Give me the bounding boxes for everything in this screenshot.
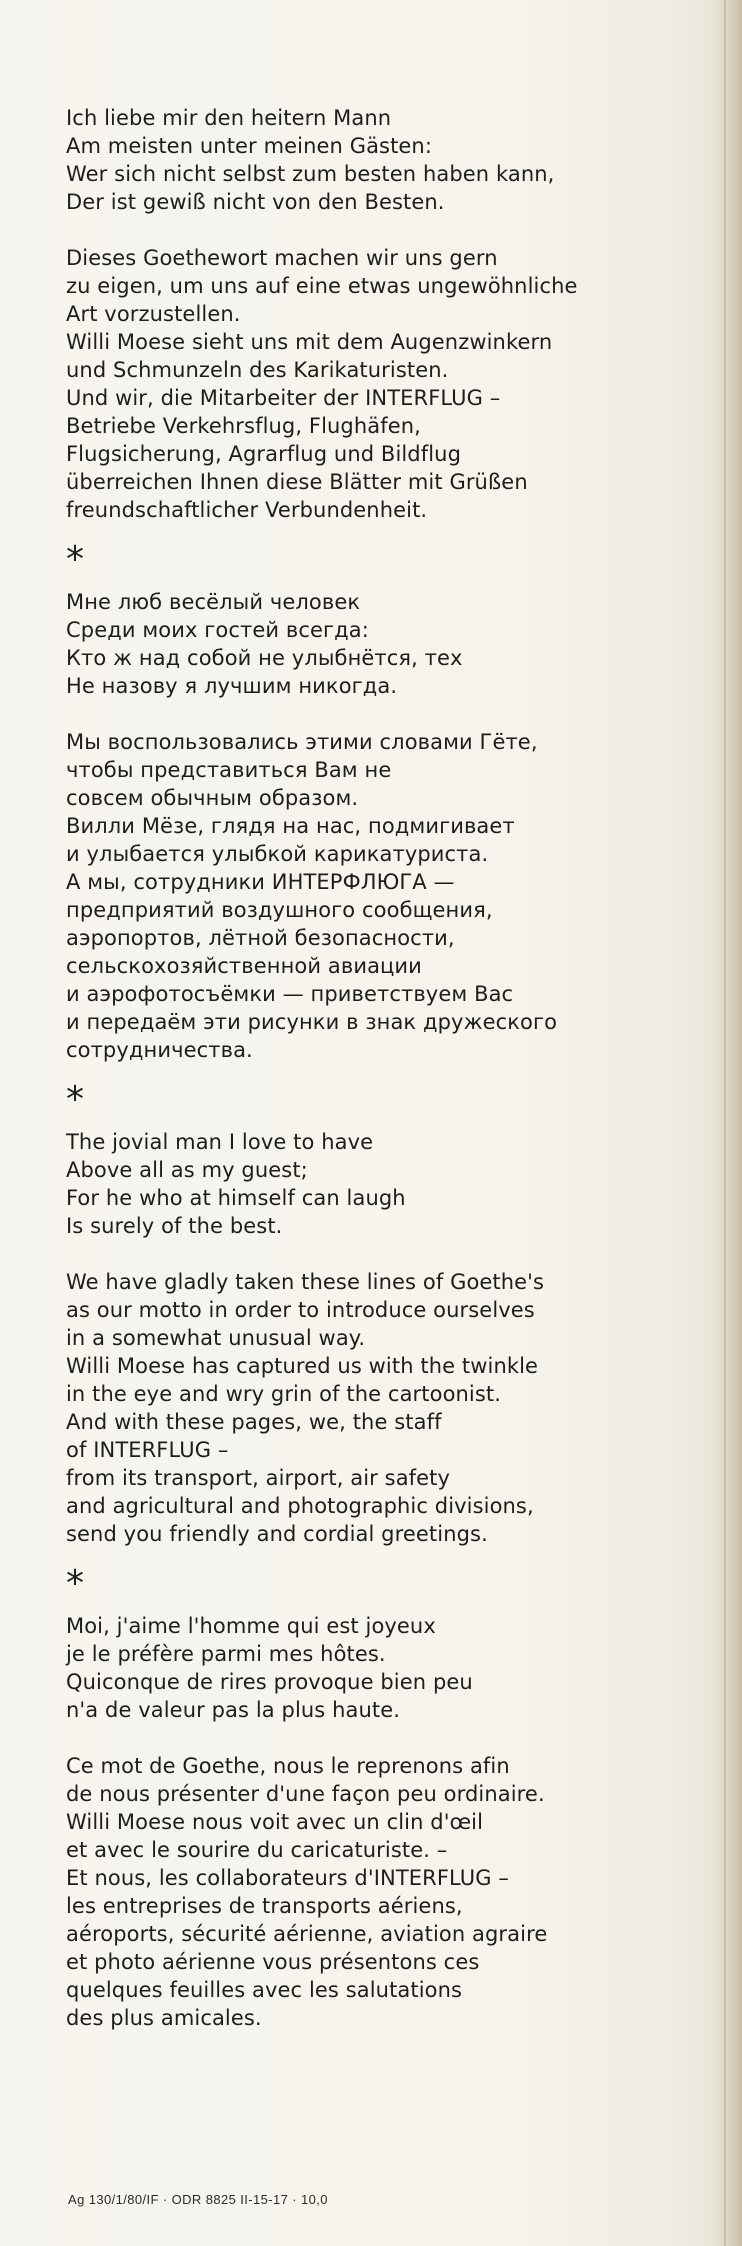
russian-poem [66,588,666,700]
text-line: Art vorzustellen. [66,302,241,326]
paragraph-gap [66,216,666,244]
print-reference: Ag 130/1/80/IF · ODR 8825 II-15-17 · 10,0 [68,2192,328,2207]
text-line: чтобы представиться Вам не [66,758,392,782]
poem-line: Am meisten unter meinen Gästen: [66,134,433,158]
document-body [66,104,666,2032]
german-section [66,104,666,524]
text-line: and agricultural and photographic divisions, [66,1494,534,1518]
poem-line: Quiconque de rires provoque bien peu [66,1670,473,1694]
german-poem [66,104,666,216]
paragraph-gap [66,1724,666,1752]
text-line: And with these pages, we, the staff [66,1410,442,1434]
poem-line: Среди моих гостей всегда: [66,618,369,642]
poem-line: Ich liebe mir den heitern Mann [66,106,392,130]
text-line: send you friendly and cordial greetings. [66,1522,488,1546]
text-line: überreichen Ihnen diese Blätter mit Grüßen [66,470,528,494]
poem-line: Не назову я лучшим никогда. [66,674,398,698]
russian-text [66,728,666,1064]
text-line: предприятий воздушного сообщения, [66,898,493,922]
text-line: quelques feuilles avec les salutations [66,1978,463,2002]
poem-line: Above all as my guest; [66,1158,308,1182]
text-line: и передаём эти рисунки в знак дружеского [66,1010,558,1034]
text-line: и улыбается улыбкой карикатуриста. [66,842,489,866]
text-line: Und wir, die Mitarbeiter der INTERFLUG – [66,386,501,410]
fold-line [724,0,726,2246]
text-line: und Schmunzeln des Karikaturisten. [66,358,449,382]
text-line: from its transport, airport, air safety [66,1466,451,1490]
text-line: Et nous, les collaborateurs d'INTERFLUG – [66,1866,509,1890]
text-line: of INTERFLUG – [66,1438,229,1462]
poem-line: Moi, j'aime l'homme qui est joyeux [66,1614,436,1638]
german-text [66,244,666,524]
text-line: zu eigen, um uns auf eine etwas ungewöhnliche [66,274,578,298]
text-line: совсем обычным образом. [66,786,359,810]
text-line: in the eye and wry grin of the cartoonist. [66,1382,502,1406]
poem-line: Кто ж над собой не улыбнётся, тех [66,646,463,670]
english-poem [66,1128,666,1240]
poem-line: je le préfère parmi mes hôtes. [66,1642,386,1666]
text-line: аэропортов, лётной безопасности, [66,926,455,950]
text-line: de nous présenter d'une façon peu ordinaire. [66,1782,545,1806]
text-line: Willi Moese has captured us with the twinkle [66,1354,539,1378]
text-line: des plus amicales. [66,2006,262,2030]
text-line: сельскохозяйственной авиации [66,954,422,978]
text-line: и аэрофотосъёмки — приветствуем Вас [66,982,514,1006]
text-line: Betriebe Verkehrsflug, Flughäfen, [66,414,421,438]
english-text [66,1268,666,1548]
french-section [66,1612,666,2032]
paragraph-gap [66,700,666,728]
text-line: сотрудничества. [66,1038,253,1062]
text-line: as our motto in order to introduce ourselves [66,1298,535,1322]
poem-line: Is surely of the best. [66,1214,283,1238]
poem-line: Wer sich nicht selbst zum besten haben kann, [66,162,555,186]
poem-line: Der ist gewiß nicht von den Besten. [66,190,445,214]
poem-line: n'a de valeur pas la plus haute. [66,1698,401,1722]
text-line: et photo aérienne vous présentons ces [66,1950,480,1974]
text-line: Вилли Мёзе, глядя на нас, подмигивает [66,814,515,838]
text-line: et avec le sourire du caricaturiste. – [66,1838,448,1862]
french-poem [66,1612,666,1724]
paragraph-gap [66,1240,666,1268]
text-line: Dieses Goethewort machen wir uns gern [66,246,498,270]
asterisk-separator: * [66,539,84,580]
poem-line: Мне люб весёлый человек [66,590,361,614]
text-line: in a somewhat unusual way. [66,1326,366,1350]
paper-edge-shadow [714,0,742,2246]
text-line: We have gladly taken these lines of Goethe's [66,1270,545,1294]
text-line: Ce mot de Goethe, nous le reprenons afin [66,1754,510,1778]
asterisk-separator: * [66,1079,84,1120]
text-line: aéroports, sécurité aérienne, aviation agraire [66,1922,548,1946]
text-line: Flugsicherung, Agrarflug und Bildflug [66,442,462,466]
text-line: les entreprises de transports aériens, [66,1894,463,1918]
english-section [66,1128,666,1548]
text-line: Willi Moese sieht uns mit dem Augenzwinkern [66,330,553,354]
text-line: А мы, сотрудники ИНТЕРФЛЮГА — [66,870,455,894]
asterisk-separator: * [66,1563,84,1604]
russian-section [66,588,666,1064]
french-text [66,1752,666,2032]
text-line: freundschaftlicher Verbundenheit. [66,498,428,522]
text-line: Мы воспользовались этими словами Гёте, [66,730,538,754]
poem-line: For he who at himself can laugh [66,1186,406,1210]
text-line: Willi Moese nous voit avec un clin d'œil [66,1810,484,1834]
poem-line: The jovial man I love to have [66,1130,374,1154]
